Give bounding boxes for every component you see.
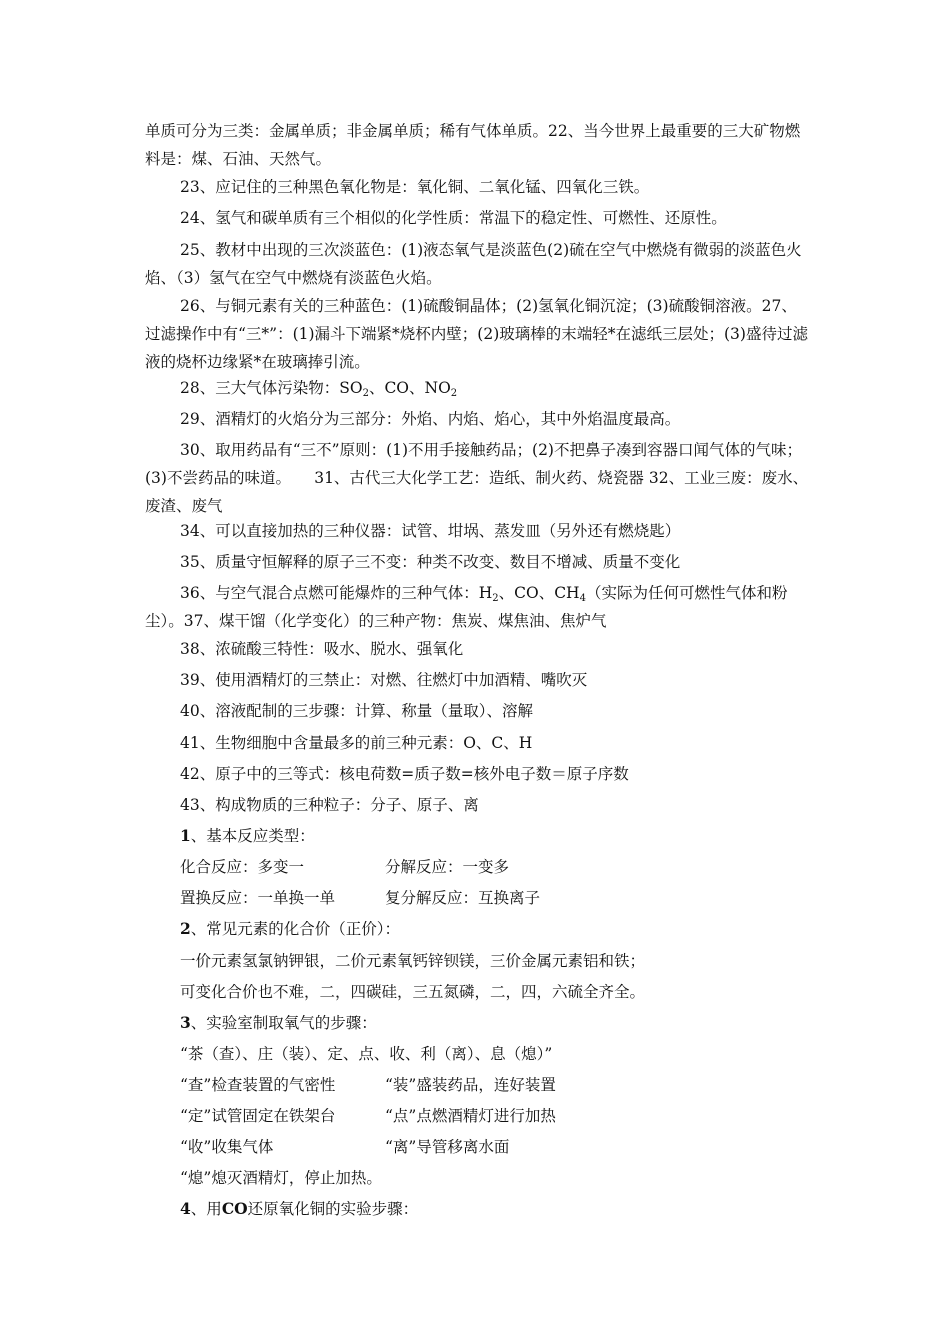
paragraph-42: 42、原子中的三等式：核电荷数=质子数=核外电子数＝原子序数: [180, 765, 629, 783]
valence-verse-1: 一价元素氢氯钠钾银，二价元素氧钙锌钡镁，三价金属元素铝和铁；: [180, 952, 646, 970]
step-check: “查”检查装置的气密性: [180, 1076, 336, 1094]
paragraph-28: 28、三大气体污染物：$SO_2$、CO、$NO_2$: [180, 379, 458, 399]
paragraph-34: 34、可以直接加热的三种仪器：试管、坩埚、蒸发皿（另外还有燃烧匙）: [180, 522, 681, 540]
paragraph-26: 26、与铜元素有关的三种蓝色：(1)硫酸铜晶体；(2)氢氧化铜沉淀；(3)硫酸铜溶液。27、过滤操作中有“三*”：(1)漏斗下端紧*烧杯内壁；(2)玻璃棒的末端轻*在滤纸三层处；(3)盛待过滤液的烧杯边缘紧*在玻璃捧引流。: [145, 297, 808, 371]
paragraph-23: 23、应记住的三种黑色氧化物是：氧化铜、二氧化锰、四氧化三铁。: [180, 178, 650, 196]
valence-verse-2: 可变化合价也不难，二，四碳硅，三五氮磷，二，四，六硫全齐全。: [180, 983, 646, 1001]
step-remove: “离”导管移离水面: [385, 1138, 510, 1156]
reaction-displacement: 置换反应：一单换一单: [180, 889, 336, 907]
paragraph-30: 30、取用药品有“三不”原则：(1)不用手接触药品；(2)不把鼻子凑到容器口闻气体的气味；(3)不尝药品的味道。 31、古代三大化学工艺：造纸、制火药、烧瓷器 32、工业三废：废水、废渣、废气: [145, 441, 809, 515]
heading-oxygen-steps: 3、实验室制取氧气的步骤：: [180, 1013, 377, 1032]
paragraph-36: 36、与空气混合点燃可能爆炸的三种气体：$H_2$、CO、$CH_4$（实际为任何可燃性气体和粉尘）。37、煤干馏（化学变化）的三种产物：焦炭、煤焦油、焦炉气: [145, 584, 788, 630]
step-fix: “定”试管固定在铁架台: [180, 1107, 336, 1125]
paragraph-38: 38、浓硫酸三特性：吸水、脱水、强氧化: [180, 640, 464, 658]
paragraph-41: 41、生物细胞中含量最多的前三种元素：O、C、H: [180, 734, 533, 752]
step-collect: “收”收集气体: [180, 1138, 274, 1156]
step-load: “装”盛装药品，连好装置: [385, 1076, 556, 1094]
heading-co-reduction: 4、用CO还原氧化铜的实验步骤：: [180, 1199, 419, 1218]
paragraph-39: 39、使用酒精灯的三禁止：对燃、往燃灯中加酒精、嘴吹灭: [180, 671, 588, 689]
paragraph-intro: 单质可分为三类：金属单质；非金属单质；稀有气体单质。22、当今世界上最重要的三大矿物燃料是：煤、石油、天然气。: [145, 122, 801, 168]
paragraph-40: 40、溶液配制的三步骤：计算、称量（量取）、溶解: [180, 702, 533, 720]
reaction-combination: 化合反应：多变一: [180, 858, 305, 876]
step-extinguish: “熄”熄灭酒精灯，停止加热。: [180, 1169, 382, 1187]
heading-reaction-types: 1、基本反应类型：: [180, 826, 315, 845]
paragraph-43: 43、构成物质的三种粒子：分子、原子、离: [180, 796, 479, 814]
paragraph-24: 24、氢气和碳单质有三个相似的化学性质：常温下的稳定性、可燃性、还原性。: [180, 209, 727, 227]
paragraph-29: 29、酒精灯的火焰分为三部分：外焰、内焰、焰心，其中外焰温度最高。: [180, 410, 681, 428]
paragraph-25: 25、教材中出现的三次淡蓝色：(1)液态氧气是淡蓝色(2)硫在空气中燃烧有微弱的淡蓝色火焰、（3）氢气在空气中燃烧有淡蓝色火焰。: [145, 241, 802, 287]
paragraph-35: 35、质量守恒解释的原子三不变：种类不改变、数目不增减、质量不变化: [180, 553, 681, 571]
heading-valence: 2、常见元素的化合价（正价）：: [180, 919, 401, 938]
reaction-double-displacement: 复分解反应：互换离子: [385, 889, 541, 907]
oxygen-mnemonic: “茶（查）、庄（装）、定、点、收、利（离）、息（熄）”: [180, 1045, 553, 1063]
reaction-decomposition: 分解反应：一变多: [385, 858, 510, 876]
step-ignite: “点”点燃酒精灯进行加热: [385, 1107, 556, 1125]
